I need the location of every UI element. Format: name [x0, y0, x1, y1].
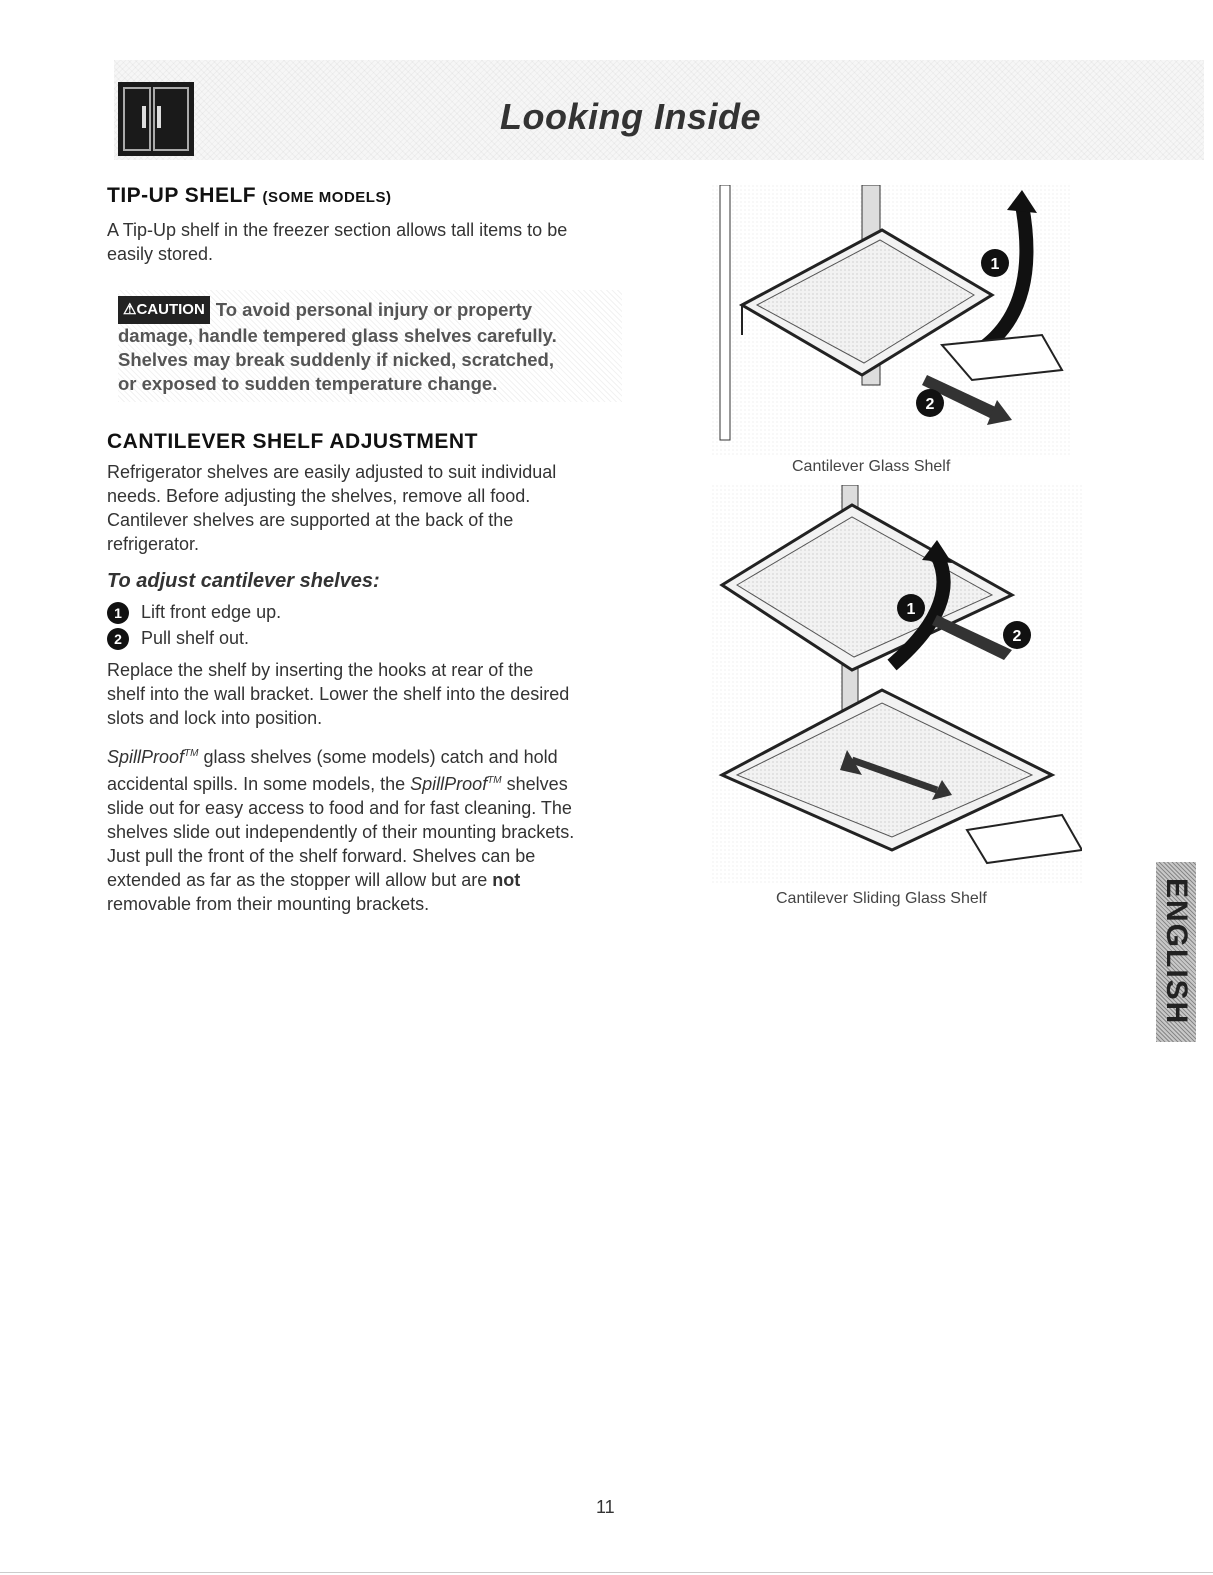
- spillproof-line: extended as far as the stopper will allow but are: [107, 870, 493, 890]
- trademark: TM: [184, 748, 199, 759]
- cantilever-glass-shelf-illustration: [712, 185, 1072, 455]
- refrigerator-icon: [118, 82, 194, 156]
- step-number-2: 2: [107, 628, 129, 650]
- step-marker-2-label: 2: [925, 396, 935, 413]
- tipup-body-line: A Tip-Up shelf in the freezer section allows tall items to be: [107, 220, 568, 240]
- cantilever-body-line: Cantilever shelves are supported at the back of the: [107, 510, 514, 530]
- cantilever-body-line: Refrigerator shelves are easily adjusted to suit individual: [107, 462, 557, 482]
- spillproof-line: removable from their mounting brackets.: [107, 894, 430, 914]
- adjust-subheading: To adjust cantilever shelves:: [107, 570, 380, 592]
- figure-caption-1: Cantilever Glass Shelf: [792, 458, 951, 475]
- step-2: [107, 628, 249, 650]
- spillproof-line: shelves: [501, 774, 568, 794]
- cantilever-body-line: refrigerator.: [107, 534, 200, 554]
- step-marker-2-label: 2: [1012, 628, 1022, 645]
- cantilever-sliding-glass-shelf-illustration: [712, 485, 1082, 885]
- spillproof-line: accidental spills. In some models, the: [107, 774, 411, 794]
- step-1: [107, 602, 281, 624]
- trademark: TM: [487, 775, 502, 786]
- tipup-heading-suffix: (SOME MODELS): [262, 189, 392, 206]
- cantilever-body: [107, 460, 627, 556]
- spillproof-brand: SpillProof: [410, 774, 488, 794]
- spillproof-line: Just pull the front of the shelf forward. Shelves can be: [107, 846, 536, 866]
- caution-line: damage, handle tempered glass shelves carefully.: [118, 325, 557, 346]
- spillproof-line: shelves slide out independently of their mounting brackets.: [107, 822, 575, 842]
- spillproof-paragraph: [107, 742, 627, 916]
- caution-line: To avoid personal injury or property: [215, 299, 533, 320]
- caution-line: Shelves may break suddenly if nicked, scratched,: [118, 349, 554, 370]
- step-text: Lift front edge up.: [141, 602, 282, 622]
- replace-line: Replace the shelf by inserting the hooks at rear of the: [107, 660, 534, 680]
- page-title: Looking Inside: [500, 96, 762, 137]
- spillproof-bold-not: not: [492, 870, 521, 890]
- caution-line: or exposed to sudden temperature change.: [118, 373, 498, 394]
- bottom-rule: [0, 1572, 1213, 1573]
- cantilever-heading: CANTILEVER SHELF ADJUSTMENT: [107, 430, 478, 453]
- replace-line: slots and lock into position.: [107, 708, 323, 728]
- tipup-body: [107, 218, 627, 266]
- spillproof-line: slide out for easy access to food and for fast cleaning. The: [107, 798, 572, 818]
- step-marker-1-label: 1: [990, 256, 1000, 273]
- step-text: Pull shelf out.: [141, 628, 250, 648]
- replace-line: shelf into the wall bracket. Lower the shelf into the desired: [107, 684, 570, 704]
- replace-paragraph: [107, 658, 627, 730]
- step-marker-1-label: 1: [906, 601, 916, 618]
- language-tab-label: ENGLISH: [1160, 878, 1193, 1026]
- spillproof-brand: SpillProof: [107, 747, 185, 767]
- caution-box: [118, 290, 622, 402]
- page-number: 11: [596, 1497, 615, 1517]
- caution-badge: ⚠CAUTION: [118, 296, 210, 324]
- tipup-body-line: easily stored.: [107, 244, 214, 264]
- step-number-1: 1: [107, 602, 129, 624]
- figure-caption-2: Cantilever Sliding Glass Shelf: [776, 890, 987, 907]
- tipup-heading: [107, 184, 391, 208]
- spillproof-line: glass shelves (some models) catch and hold: [198, 747, 558, 767]
- tipup-heading-text: TIP-UP SHELF: [107, 184, 257, 207]
- cantilever-body-line: needs. Before adjusting the shelves, remove all food.: [107, 486, 531, 506]
